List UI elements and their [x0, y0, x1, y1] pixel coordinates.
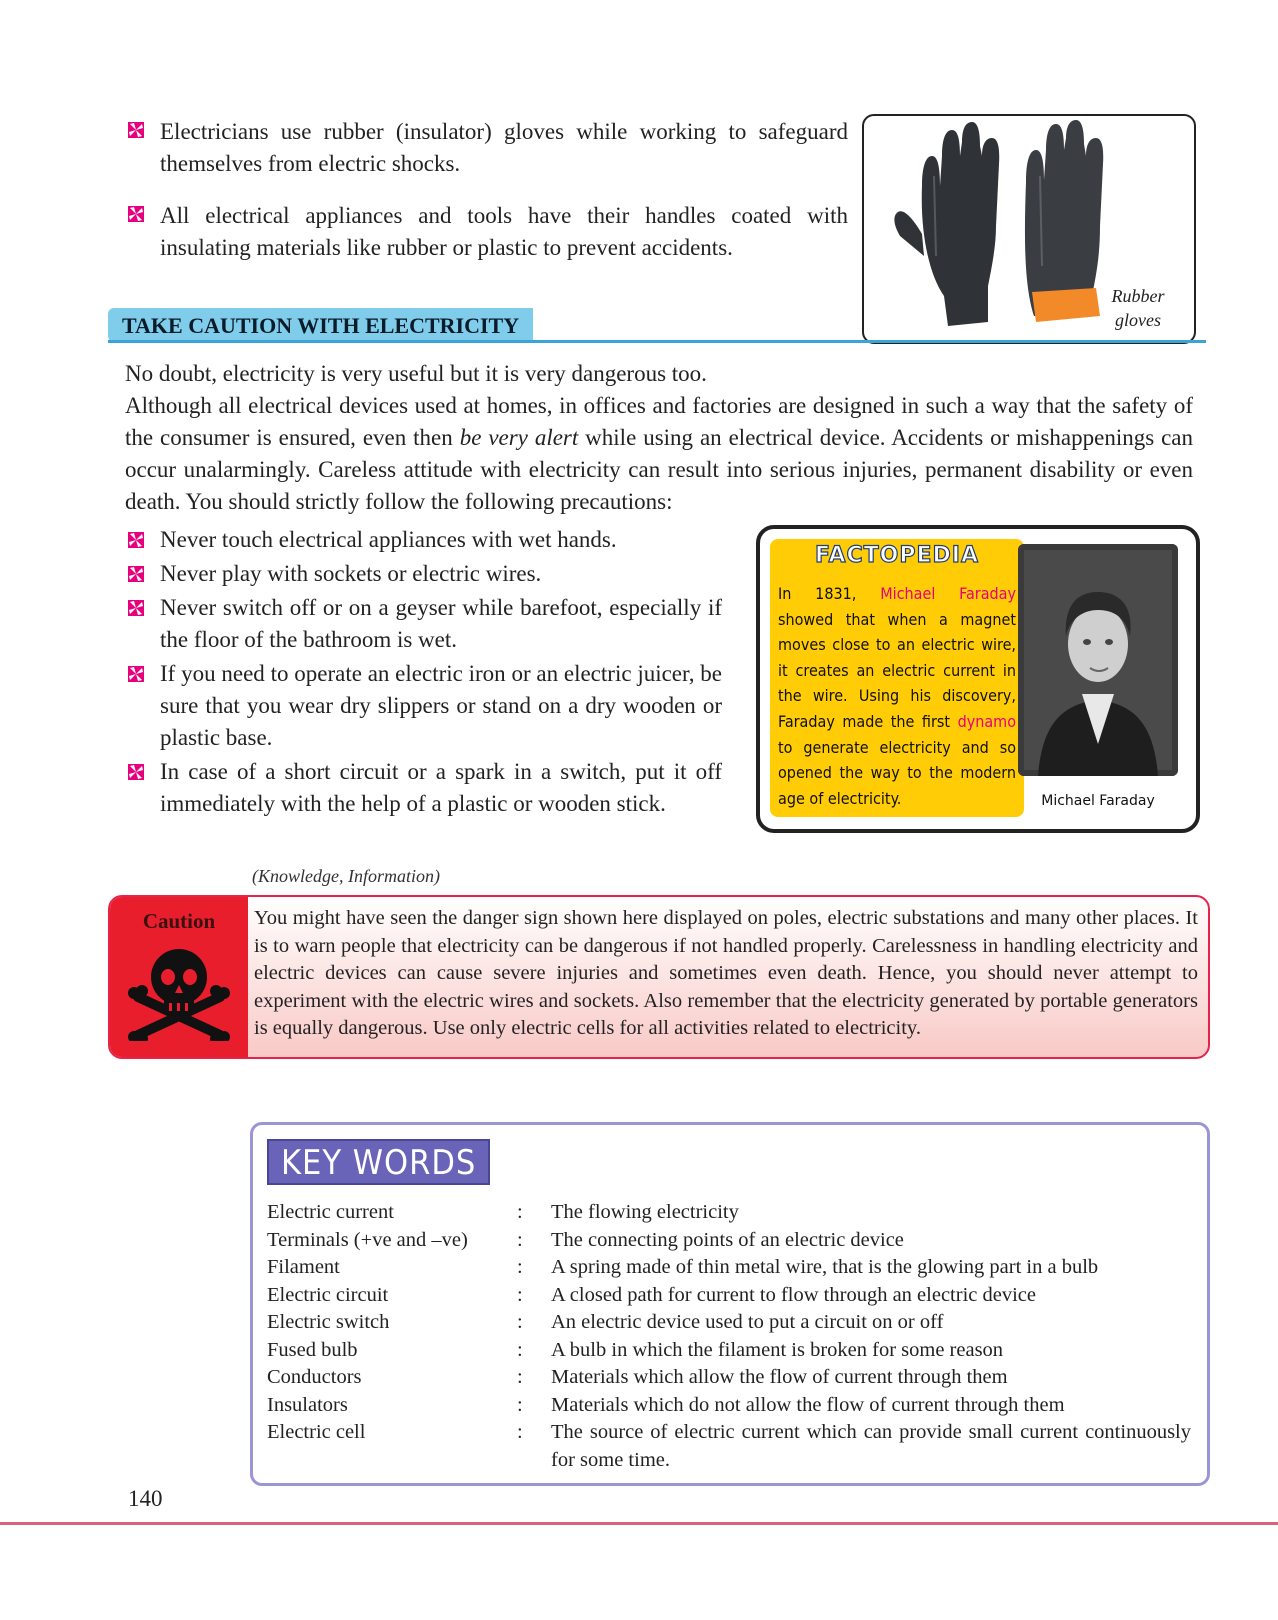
portrait-image [1018, 544, 1178, 776]
caution-label: Caution [142, 909, 216, 933]
factopedia-panel [770, 539, 1024, 817]
key-word-definition: Materials which do not allow the flow of current through them [551, 1393, 1065, 1416]
bullet-text: All electrical appliances and tools have their handles coated with insulating materials like rubber or plastic to prevent accidents. [160, 203, 848, 260]
caution-tag: (Knowledge, Information) [252, 866, 440, 886]
key-word-definition: A closed path for current to flow through an electric device [551, 1283, 1036, 1306]
heading-rule [108, 340, 1206, 343]
bullet-cross-icon [128, 764, 144, 780]
key-word-definition: An electric device used to put a circuit on or off [551, 1311, 944, 1333]
footer-rule [0, 1522, 1278, 1525]
key-word-term: Fused bulb [267, 1338, 358, 1361]
key-word-row: Electric cell : The source of electric current which can provide small current continuously for some time. [267, 1419, 1191, 1474]
intro-line: No doubt, electricity is very useful but it is very dangerous too. [125, 361, 707, 386]
bullet-text: Electricians use rubber (insulator) gloves while working to safeguard themselves from electric shocks. [160, 119, 848, 176]
bullet-cross-icon [128, 600, 144, 616]
caution-sidebar [110, 897, 248, 1057]
facto-name-highlight: Michael Faraday [880, 584, 1017, 603]
key-word-term: Conductors [267, 1366, 362, 1388]
skull-crossbones-icon [124, 941, 234, 1041]
intro-text-a: Although all electrical devices used at homes, in offices and factories are designed in such a way that the safety of the consumer is ensured, even then [125, 393, 1193, 450]
key-word-definition: The source of electric current which can provide small current continuously for some time. [551, 1421, 1191, 1471]
factopedia-box [756, 525, 1200, 833]
key-word-term: Terminals (+ve and –ve) [267, 1228, 468, 1251]
key-word-row: Fused bulb : A bulb in which the filament is broken for some reason [267, 1337, 1191, 1365]
section-heading: TAKE CAUTION WITH ELECTRICITY [108, 308, 533, 342]
caution-box [108, 895, 1210, 1059]
precaution-item: Never play with sockets or electric wires. [160, 561, 542, 586]
precaution-item: In case of a short circuit or a spark in a switch, put it off immediately with the help of a plastic or wooden stick. [160, 759, 722, 816]
facto-text-a: In 1831, [778, 584, 881, 603]
intro-text-b: while using an electrical device. Accidents or mishappenings can occur unalarmingly. Careless attitude with electricity can result into serious injuries, permanent disability or even death. You should strictly follow the following precautions: [125, 425, 1193, 514]
bullet-cross-icon [128, 122, 144, 138]
intro-paragraph [125, 390, 1193, 518]
key-word-row: Electric circuit : A closed path for current to flow through an electric device [267, 1282, 1191, 1310]
key-word-row: Terminals (+ve and –ve) : The connecting points of an electric device [267, 1227, 1191, 1255]
rubber-gloves-figure [862, 114, 1196, 344]
faraday-portrait [1018, 544, 1178, 776]
key-words-list [267, 1199, 1191, 1474]
factopedia-text [778, 581, 1016, 811]
caution-text: You might have seen the danger sign shown here displayed on poles, electric substations and many other places. It is to warn people that electricity can be dangerous if not handled properly. Carelessness in handling electricity and electric devices can cause severe injuries and sometimes even death. Hence, you should never attempt to experiment with the electric wires and sockets. Also remember that the electricity generated by portable generators is equally dangerous. Use only electric cells for all activities related to electricity. [254, 907, 1198, 1039]
key-word-definition: A spring made of thin metal wire, that is the glowing part in a bulb [551, 1256, 1099, 1278]
factopedia-title: FACTOPEDIA [814, 543, 979, 568]
precaution-item: If you need to operate an electric iron or an electric juicer, be sure that you wear dry slippers or stand on a dry wooden or plastic base. [160, 661, 722, 750]
key-word-term: Filament [267, 1256, 340, 1278]
key-words-box [250, 1122, 1210, 1486]
bullet-cross-icon [128, 666, 144, 682]
key-word-term: Electric circuit [267, 1283, 389, 1306]
key-word-row: Filament : A spring made of thin metal wire, that is the glowing part in a bulb [267, 1254, 1191, 1282]
key-word-row: Electric current : The flowing electricity [267, 1199, 1191, 1227]
portrait-caption: Michael Faraday [1041, 793, 1155, 809]
key-word-row: Electric switch : An electric device used to put a circuit on or off [267, 1309, 1191, 1337]
facto-text-c: to generate electricity and so opened the way to the modern age of electricity. [778, 737, 1016, 808]
precaution-item: Never switch off or on a geyser while barefoot, especially if the floor of the bathroom is wet. [160, 595, 722, 652]
key-word-term: Electric switch [267, 1311, 390, 1333]
key-word-term: Electric current [267, 1201, 394, 1223]
key-word-definition: A bulb in which the filament is broken for some reason [551, 1338, 1004, 1361]
key-word-term: Insulators [267, 1393, 348, 1416]
key-word-term: Electric cell [267, 1421, 366, 1443]
key-word-definition: The connecting points of an electric device [551, 1228, 904, 1251]
precaution-item: Never touch electrical appliances with wet hands. [160, 527, 617, 552]
bullet-cross-icon [128, 566, 144, 582]
key-word-row: Insulators : Materials which do not allow the flow of current through them [267, 1392, 1191, 1420]
bullet-cross-icon [128, 206, 144, 222]
facto-text-b: showed that when a magnet moves close to an electric wire, it creates an electric current in the wire. Using his discovery, Faraday made the first [778, 609, 1016, 731]
key-word-definition: The flowing electricity [551, 1201, 739, 1223]
page-number: 140 [128, 1486, 163, 1511]
bullet-cross-icon [128, 532, 144, 548]
key-words-title: KEY WORDS [267, 1139, 490, 1185]
facto-dynamo-highlight: dynamo [957, 711, 1016, 731]
gloves-caption: Rubber gloves [1111, 286, 1165, 330]
key-word-definition: Materials which allow the flow of current through them [551, 1366, 1008, 1388]
intro-emphasis: be very alert [459, 425, 579, 450]
key-word-row: Conductors : Materials which allow the flow of current through them [267, 1364, 1191, 1392]
